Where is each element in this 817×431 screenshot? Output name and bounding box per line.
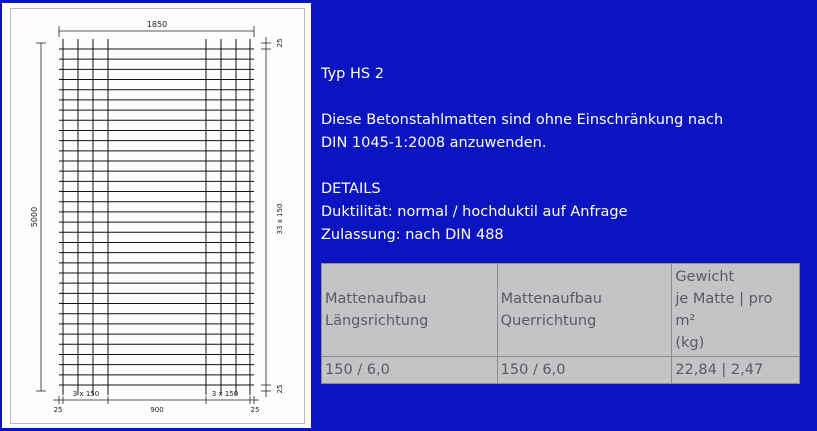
dim-right-mid-label: 33 x 150 [276,203,284,235]
description-line-1: Diese Betonstahlmatten sind ohne Einschränkung nach [321,112,724,128]
cell-weight: 22,84 | 2,47 [672,357,800,384]
table-row [322,357,800,384]
mesh-grid [59,39,254,395]
header-weight: Gewicht je Matte | pro m² (kg) [672,264,800,357]
dim-left-label: 5000 [30,206,39,228]
product-info [321,63,801,247]
dim-bottom-left-edge-label: 25 [53,406,63,414]
mesh-drawing [10,8,305,424]
cell-longitudinal: 150 / 6,0 [322,357,498,384]
table-header-row [322,264,800,357]
header-longitudinal: Mattenaufbau Längsrichtung [322,264,498,357]
details-heading: DETAILS [321,181,381,197]
dim-right [261,37,271,397]
dim-bottom-left-group-label: 3 x 150 [72,390,100,398]
dim-bottom-right-edge-label: 25 [250,406,260,414]
product-type: Typ HS 2 [321,66,384,82]
spec-table [321,263,800,384]
cell-transverse: 150 / 6,0 [497,357,672,384]
description-line-2: DIN 1045-1:2008 anzuwenden. [321,135,547,151]
approval-info: Zulassung: nach DIN 488 [321,227,504,243]
dim-top-label: 1850 [146,20,168,29]
mesh-drawing-svg [11,9,304,423]
dim-bottom-middle-label: 900 [150,406,164,414]
ductility-info: Duktilität: normal / hochduktil auf Anfrage [321,204,628,220]
header-transverse: Mattenaufbau Querrichtung [497,264,672,357]
dim-bottom-right-group-label: 3 x 150 [211,390,239,398]
dim-right-top-label: 25 [276,38,284,48]
drawing-panel [2,3,311,428]
dim-right-bottom-label: 25 [276,384,284,394]
